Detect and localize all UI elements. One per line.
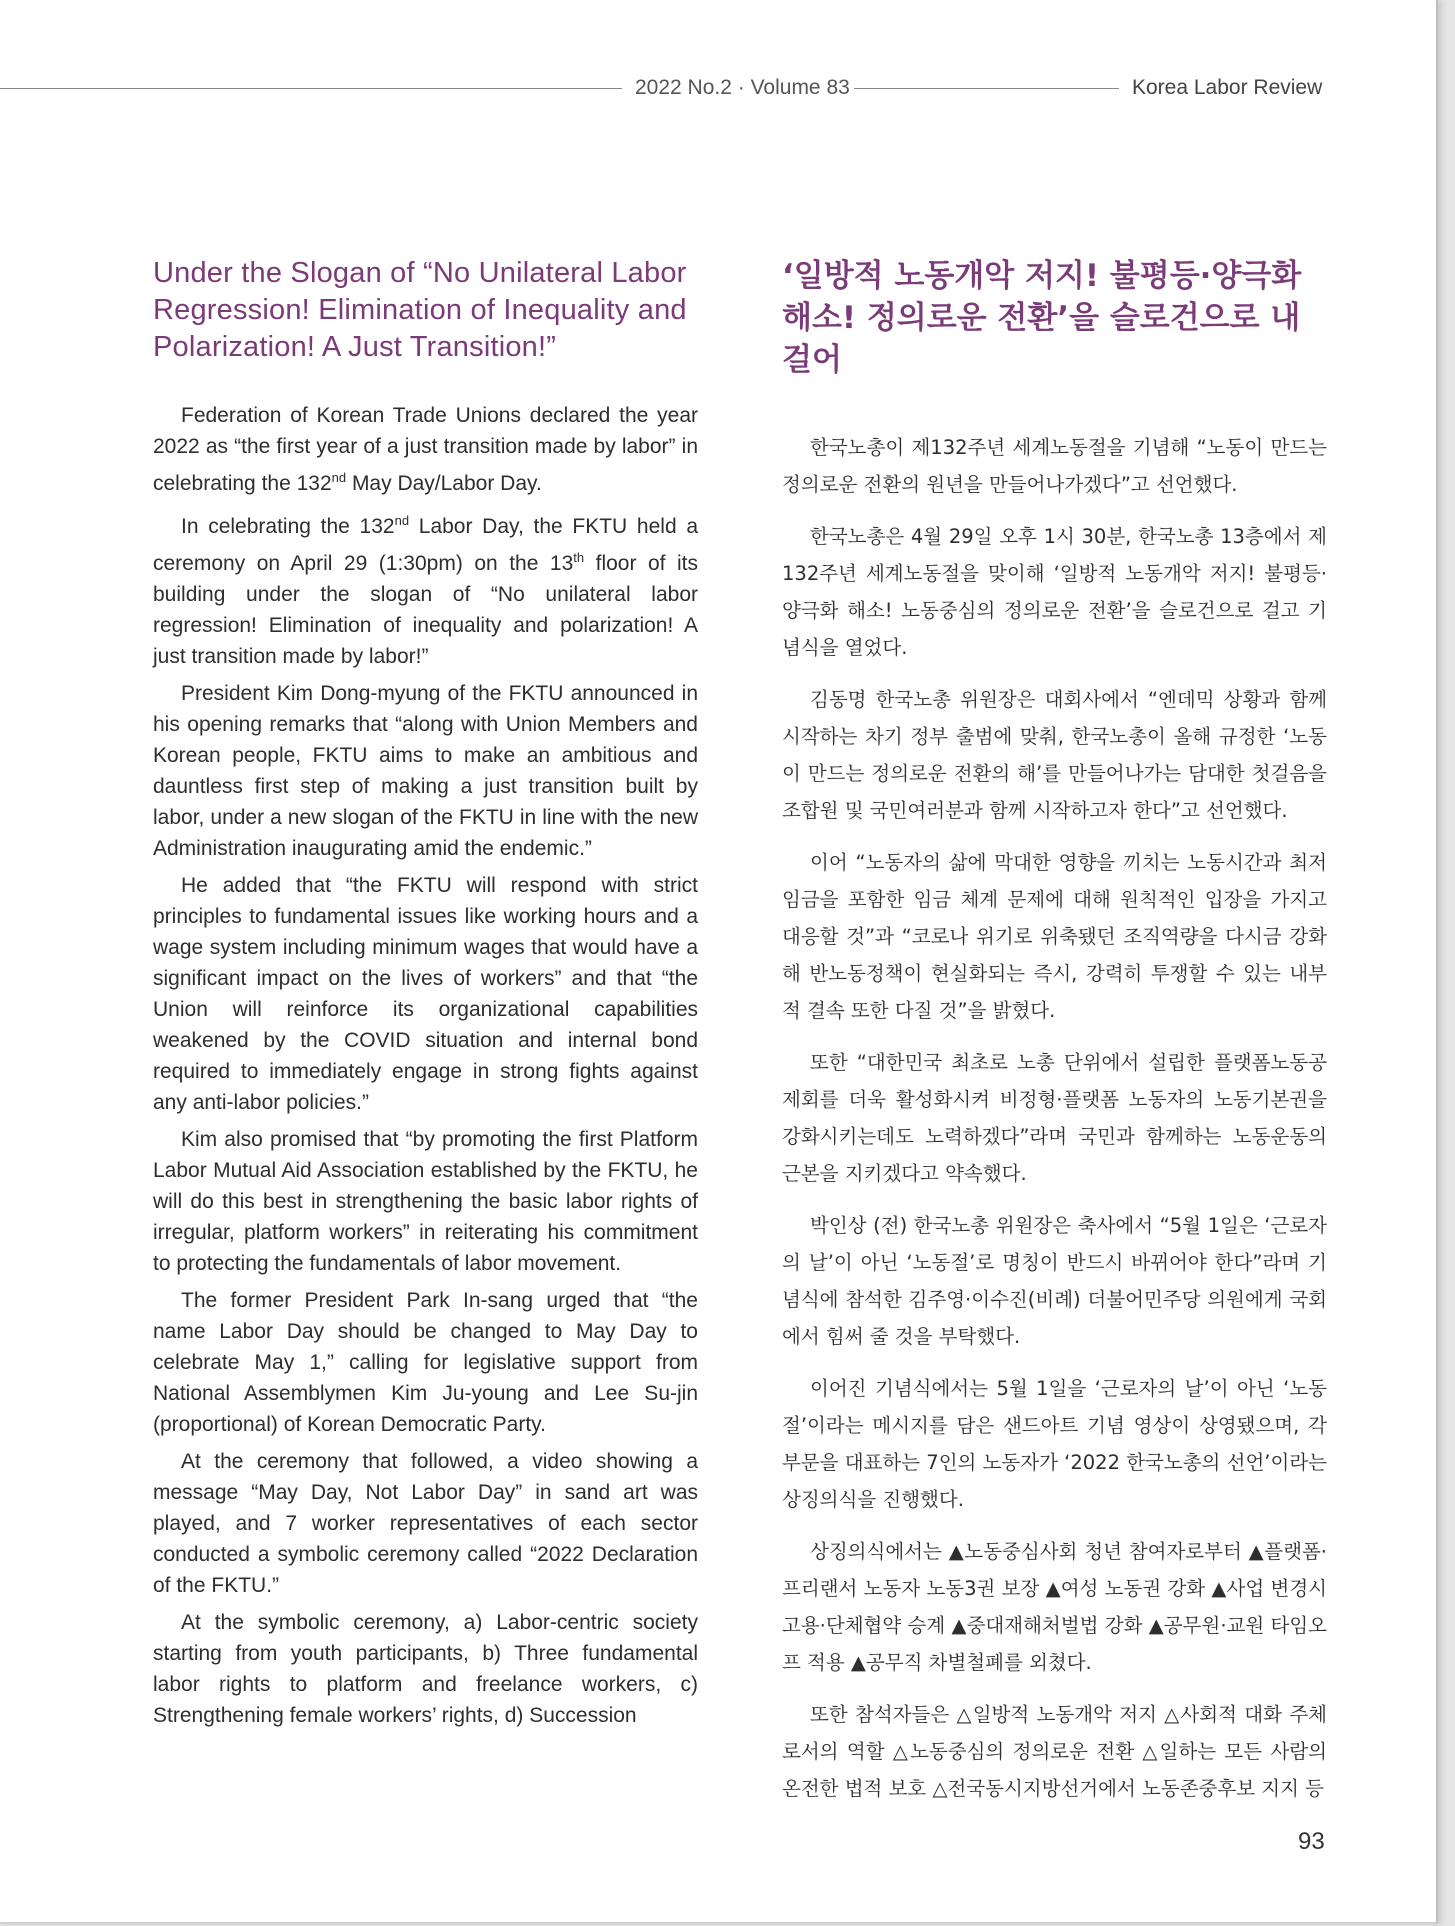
issue-label: 2022 No.2 · Volume 83: [635, 76, 850, 99]
english-paragraph: Federation of Korean Trade Unions declared the year 2022 as “the first year of a just transition made by labor” in celebrating the 132nd May Day/Labor Day.: [153, 404, 698, 495]
english-paragraph: At the symbolic ceremony, a) Labor-centric society starting from youth participants, b) Three fundamental labor rights to platform and freelance workers, c) Strengthening female workers’ rights, d) Succession: [153, 1611, 698, 1727]
english-paragraph: In celebrating the 132nd Labor Day, the FKTU held a ceremony on April 29 (1:30pm) on the 13th floor of its building under the slogan of “No unilateral labor regression! Elimination of inequality and polarization! A just transition made by labor!”: [153, 513, 699, 668]
korean-column: [782, 255, 1327, 1822]
korean-paragraph: 박인상 (전) 한국노총 위원장은 축사에서 “5월 1일은 ‘근로자의 날’이 아닌 ‘노동절’로 명칭이 반드시 바뀌어야 한다”라며 기념식에 참석한 김주영·이수진(비례) 더불어민주당 의원에게 국회에서 힘써 줄 것을 부탁했다.: [782, 1214, 1327, 1348]
korean-paragraph: 상징의식에서는 ▲노동중심사회 청년 참여자로부터 ▲플랫폼·프리랜서 노동자 노동3권 보장 ▲여성 노동권 강화 ▲사업 변경시 고용·단체협약 승계 ▲중대재해처벌법 강화 ▲공무원·교원 타임오프 적용 ▲공무직 차별철폐를 외쳤다.: [782, 1540, 1327, 1674]
korean-paragraph: 또한 “대한민국 최초로 노총 단위에서 설립한 플랫폼노동공제회를 더욱 활성화시켜 비정형·플랫폼 노동자의 노동기본권을 강화시키는데도 노력하겠다”라며 국민과 함께하는 노동운동의 근본을 지키겠다고 약속했다.: [782, 1051, 1327, 1185]
korean-paragraph: 한국노총이 제132주년 세계노동절을 기념해 “노동이 만드는 정의로운 전환의 원년을 만들어나가겠다”고 선언했다.: [782, 436, 1327, 496]
header-rule-middle: [854, 88, 1119, 89]
english-paragraph: President Kim Dong-myung of the FKTU announced in his opening remarks that “along with Union Members and Korean people, FKTU aims to make an ambitious and dauntless first step of making a just transition built by labor, under a new slogan of the FKTU in line with the new Administration inaugurating amid the endemic.”: [153, 682, 698, 860]
english-paragraph: The former President Park In-sang urged that “the name Labor Day should be changed to May Day to celebrate May 1,” calling for legislative support from National Assemblymen Kim Ju-young and Lee Su-jin (proportional) of Korean Democratic Party.: [153, 1289, 698, 1436]
english-title: Under the Slogan of “No Unilateral Labor Regression! Elimination of Inequality and Polarization! A Just Transition!”: [153, 257, 687, 363]
journal-name: Korea Labor Review: [1132, 76, 1323, 99]
english-column: [153, 255, 698, 1737]
english-paragraph: He added that “the FKTU will respond with strict principles to fundamental issues like working hours and a wage system including minimum wages that would have a significant impact on the lives of workers” and that “the Union will reinforce its organizational capabilities weakened by the COVID situation and internal bond required to immediately engage in strong fights against any anti-labor policies.”: [153, 874, 698, 1114]
korean-title: ‘일방적 노동개악 저지! 불평등·양극화 해소! 정의로운 전환’을 슬로건으로 내걸어: [782, 258, 1302, 378]
header-rule-left: [0, 88, 622, 89]
korean-paragraph: 또한 참석자들은 △일방적 노동개악 저지 △사회적 대화 주체로서의 역할 △노동중심의 정의로운 전환 △일하는 모든 사람의 온전한 법적 보호 △전국동시지방선거에서 노동존중후보 지지 등: [782, 1703, 1327, 1800]
korean-paragraph: 한국노총은 4월 29일 오후 1시 30분, 한국노총 13층에서 제132주년 세계노동절을 맞이해 ‘일방적 노동개악 저지! 불평등·양극화 해소! 노동중심의 정의로운 전환’을 슬로건으로 걸고 기념식을 열었다.: [782, 525, 1327, 659]
english-paragraph: At the ceremony that followed, a video showing a message “May Day, Not Labor Day” in sand art was played, and 7 worker representatives of each sector conducted a symbolic ceremony called “2022 Declaration of the FKTU.”: [153, 1450, 698, 1597]
korean-paragraph: 이어진 기념식에서는 5월 1일을 ‘근로자의 날’이 아닌 ‘노동절’이라는 메시지를 담은 샌드아트 기념 영상이 상영됐으며, 각 부문을 대표하는 7인의 노동자가 ‘2022 한국노총의 선언’이라는 상징의식을 진행했다.: [782, 1377, 1327, 1511]
korean-paragraph: 이어 “노동자의 삶에 막대한 영향을 끼치는 노동시간과 최저임금을 포함한 임금 체계 문제에 대해 원칙적인 입장을 가지고 대응할 것”과 “코로나 위기로 위축됐던 조직역량을 다시금 강화해 반노동정책이 현실화되는 즉시, 강력히 투쟁할 수 있는 내부적 결속 또한 다질 것”을 밝혔다.: [782, 851, 1327, 1022]
page-number: 93: [1298, 1828, 1325, 1855]
korean-paragraph: 김동명 한국노총 위원장은 대회사에서 “엔데믹 상황과 함께 시작하는 차기 정부 출범에 맞춰, 한국노총이 올해 규정한 ‘노동이 만드는 정의로운 전환의 해’를 만들어나가는 담대한 첫걸음을 조합원 및 국민여러분과 함께 시작하고자 한다”고 선언했다.: [782, 688, 1327, 822]
english-paragraph: Kim also promised that “by promoting the first Platform Labor Mutual Aid Association established by the FKTU, he will do this best in strengthening the basic labor rights of irregular, platform workers” in reiterating his commitment to protecting the fundamentals of labor movement.: [153, 1128, 698, 1275]
